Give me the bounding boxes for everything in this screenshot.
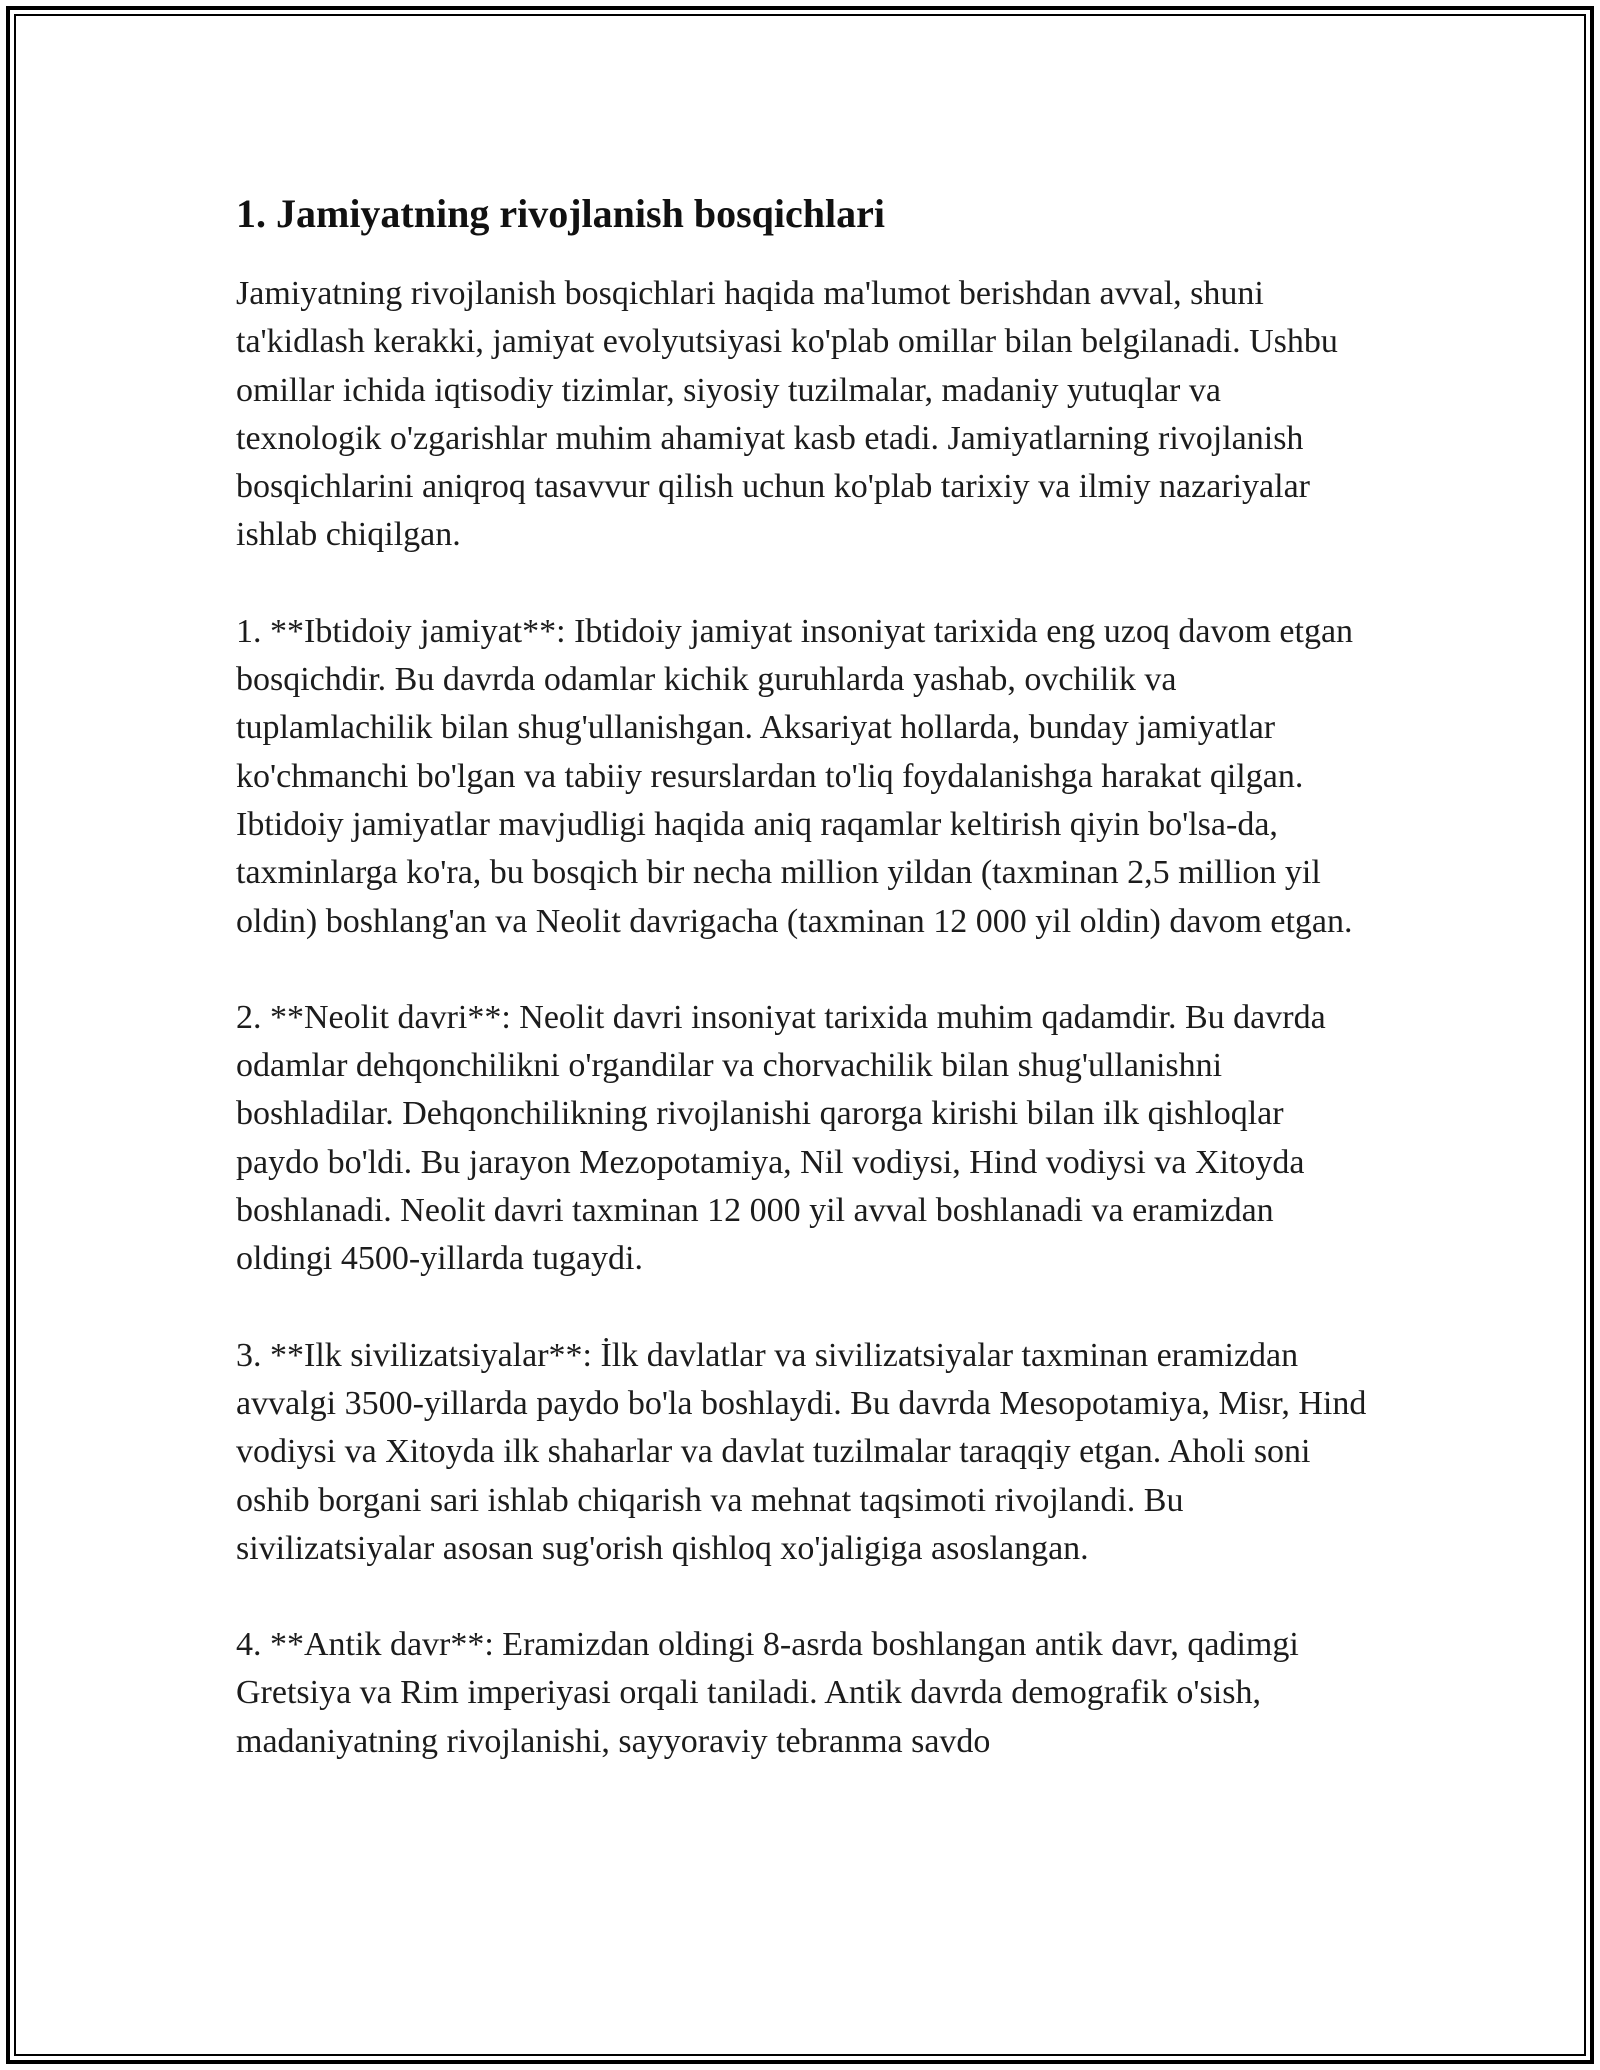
paragraph-intro: Jamiyatning rivojlanish bosqichlari haqida ma'lumot berishdan avval, shuni ta'kidlash kerakki, jamiyat evolyutsiyasi ko'plab omillar bilan belgilanadi. Ushbu omillar ichida iqtisodiy tizimlar, siyosiy tuzilmalar, madaniy yutuqlar va texnologik o'zgarishlar muhim ahamiyat kasb etadi. Jamiyatlarning rivojlanish bosqichlarini aniqroq tasavvur qilish uchun ko'plab tarixiy va ilmiy nazariyalar ishlab chiqilgan. bbox=[236, 275, 1338, 554]
document-title: 1. Jamiyatning rivojlanish bosqichlari bbox=[236, 191, 885, 236]
document-body bbox=[236, 186, 1370, 1814]
paragraph-antiquity: 4. **Antik davr**: Eramizdan oldingi 8-asrda boshlangan antik davr, qadimgi Gretsiya va Rim imperiyasi orqali taniladi. Antik davrda demografik o'sish, madaniyatning rivojlanishi, sayyoraviy tebranma savdo bbox=[236, 1626, 1299, 1760]
paragraph-early-civilizations: 3. **Ilk sivilizatsiyalar**: İlk davlatlar va sivilizatsiyalar taxminan eramizdan avvalgi 3500-yillarda paydo bo'la boshlaydi. Bu davrda Mesopotamiya, Misr, Hind vodiysi va Xitoyda ilk shaharlar va davlat tuzilmalar taraqqiy etgan. Aholi soni oshib borgani sari ishlab chiqarish va mehnat taqsimoti rivojlandi. Bu sivilizatsiyalar asosan sug'orish qishloq xo'jaligiga asoslangan. bbox=[236, 1336, 1367, 1567]
paragraph-neolithic-period: 2. **Neolit davri**: Neolit davri insoniyat tarixida muhim qadamdir. Bu davrda odamlar dehqonchilikni o'rgandilar va chorvachilik bilan shug'ullanishni boshladilar. Dehqonchilikning rivojlanishi qarorga kirishi bilan ilk qishloqlar paydo bo'ldi. Bu jarayon Mezopotamiya, Nil vodiysi, Hind vodiysi va Xitoyda boshlanadi. Neolit davri taxminan 12 000 yil avval boshlanadi va eramizdan oldingi 4500-yillarda tugaydi. bbox=[236, 998, 1326, 1278]
paragraph-primitive-society: 1. **Ibtidoiy jamiyat**: Ibtidoiy jamiyat insoniyat tarixida eng uzoq davom etgan bosqichdir. Bu davrda odamlar kichik guruhlarda yashab, ovchilik va tuplamlachilik bilan shug'ullanishgan. Aksariyat hollarda, bunday jamiyatlar ko'chmanchi bo'lgan va tabiiy resurslardan to'liq foydalanishga harakat qilgan. Ibtidoiy jamiyatlar mavjudligi haqida aniq raqamlar keltirish qiyin bo'lsa-da, taxminlarga ko'ra, bu bosqich bir necha million yildan (taxminan 2,5 million yil oldin) boshlang'an va Neolit davrigacha (taxminan 12 000 yil oldin) davom etgan. bbox=[236, 612, 1354, 940]
